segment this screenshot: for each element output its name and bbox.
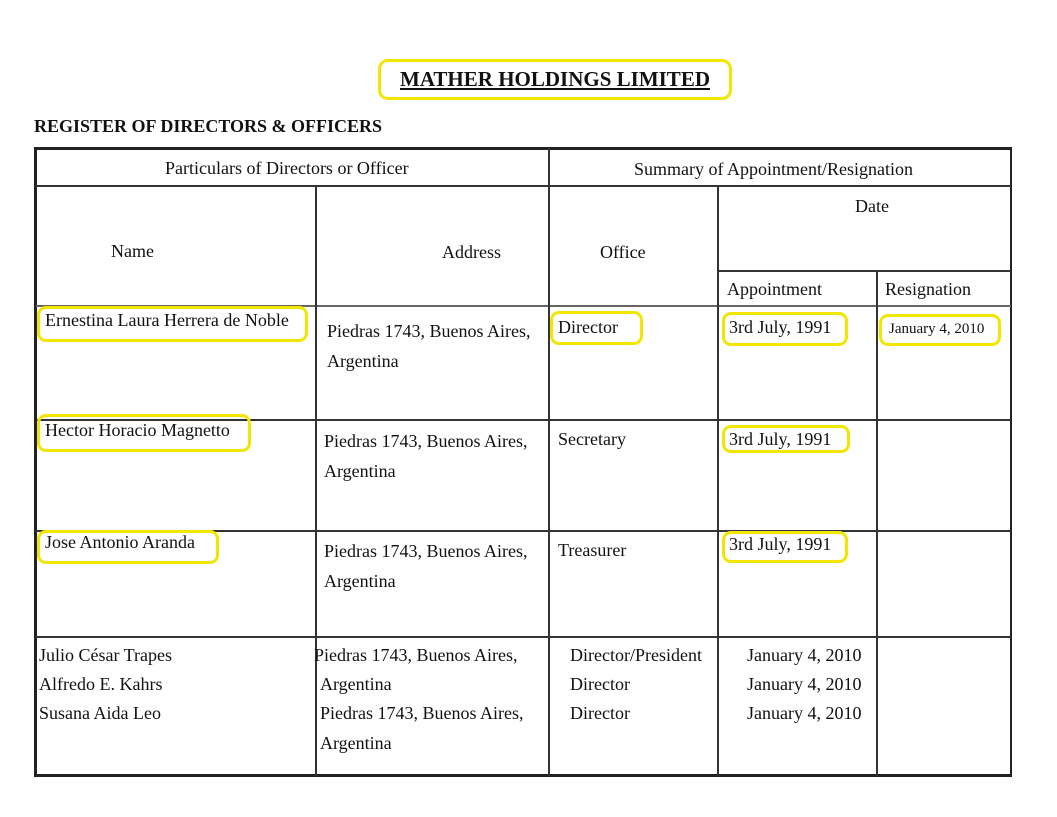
company-title: MATHER HOLDINGS LIMITED (378, 59, 732, 100)
register-table (34, 147, 1012, 777)
director-office: Director/President (570, 645, 702, 665)
resignation-header: Resignation (885, 279, 971, 299)
col-rule (315, 185, 317, 776)
date-header: Date (855, 196, 889, 216)
appointment-header: Appointment (727, 279, 822, 299)
director-name: Ernestina Laura Herrera de Noble (45, 310, 289, 330)
director-name: Jose Antonio Aranda (45, 532, 195, 552)
appointment-date: January 4, 2010 (747, 674, 862, 694)
appointment-date: 3rd July, 1991 (729, 534, 832, 554)
director-address-line: Argentina (327, 351, 399, 371)
appointment-date: 3rd July, 1991 (729, 317, 832, 337)
header-rule (36, 185, 1011, 187)
director-address-line: Piedras 1743, Buenos Aires, (320, 703, 524, 723)
particulars-header: Particulars of Directors or Officer (165, 158, 409, 178)
subheader-rule (717, 270, 1011, 272)
name-header: Name (111, 241, 154, 261)
director-address-line: Piedras 1743, Buenos Aires, (324, 541, 528, 561)
director-address-line: Piedras 1743, Buenos Aires, (327, 321, 531, 341)
director-name: Susana Aida Leo (39, 703, 161, 723)
director-office: Director (558, 317, 618, 337)
office-header: Office (600, 242, 646, 262)
director-office: Secretary (558, 429, 626, 449)
appointment-date: January 4, 2010 (747, 645, 862, 665)
director-office: Treasurer (558, 540, 627, 560)
register-title: REGISTER OF DIRECTORS & OFFICERS (34, 116, 383, 136)
director-name: Julio César Trapes (39, 645, 173, 665)
director-office: Director (570, 703, 630, 723)
col-rule (717, 185, 719, 776)
director-address-line: Argentina (320, 674, 392, 694)
director-office: Director (570, 674, 630, 694)
address-header: Address (442, 242, 501, 262)
resignation-date: January 4, 2010 (889, 321, 985, 337)
appointment-date: January 4, 2010 (747, 703, 862, 723)
director-name: Hector Horacio Magnetto (45, 420, 230, 440)
col-rule (876, 270, 878, 776)
col-rule (548, 148, 550, 776)
appointment-date: 3rd July, 1991 (729, 429, 832, 449)
director-address-line: Argentina (320, 733, 392, 753)
summary-header: Summary of Appointment/Resignation (634, 159, 913, 179)
director-address-line: Piedras 1743, Buenos Aires, (324, 431, 528, 451)
director-address-line: Piedras 1743, Buenos Aires, (314, 645, 518, 665)
director-address-line: Argentina (324, 461, 396, 481)
director-name: Alfredo E. Kahrs (39, 674, 163, 694)
row-rule (36, 636, 1011, 638)
director-address-line: Argentina (324, 571, 396, 591)
